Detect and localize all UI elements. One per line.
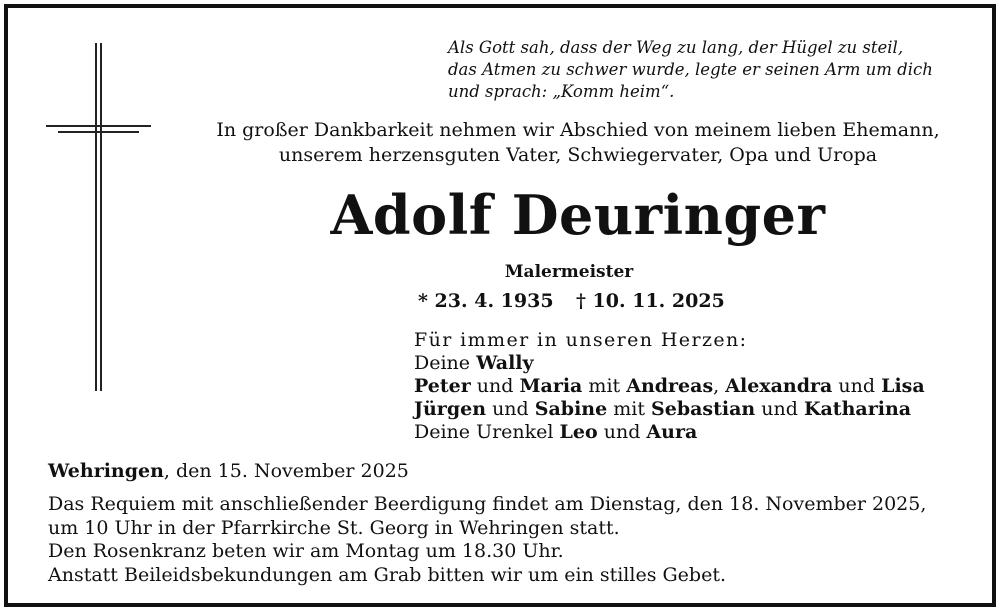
intro-text bbox=[138, 118, 1000, 168]
family-row bbox=[414, 421, 994, 444]
family-name: Jürgen bbox=[414, 398, 487, 420]
family-connector: und bbox=[476, 375, 514, 397]
cross-line bbox=[58, 131, 139, 133]
birth-date: * 23. 4. 1935 bbox=[418, 290, 554, 312]
place-date bbox=[48, 459, 409, 484]
family-name: Katharina bbox=[803, 398, 912, 420]
notice-date: , den 15. November 2025 bbox=[163, 460, 409, 482]
family-connector: , bbox=[713, 375, 720, 397]
cross-horizontal-beam bbox=[46, 125, 151, 133]
family-name: Lisa bbox=[881, 375, 925, 397]
family-row bbox=[414, 352, 994, 375]
deceased-profession: Malermeister bbox=[504, 262, 634, 282]
family-connector: und bbox=[492, 398, 529, 420]
detail-line: Anstatt Beileidsbekundungen am Grab bitten wir um ein stilles Gebet. bbox=[48, 563, 726, 586]
family-name: Wally bbox=[476, 352, 534, 374]
family-name: Alexandra bbox=[725, 375, 833, 397]
family-name: Leo bbox=[559, 421, 598, 443]
family-name: Maria bbox=[519, 375, 583, 397]
death-date: † 10. 11. 2025 bbox=[576, 290, 725, 312]
death-notice bbox=[4, 4, 996, 607]
cross-line bbox=[100, 43, 102, 391]
family-connector: und bbox=[761, 398, 798, 420]
family-prefix: Deine bbox=[414, 352, 471, 374]
intro-line: unserem herzensguten Vater, Schwiegervater, Opa und Uropa bbox=[278, 144, 878, 166]
family-lead: Für immer in unseren Herzen: bbox=[414, 329, 748, 351]
deceased-name: Adolf Deuringer bbox=[330, 183, 826, 247]
family-name: Andreas bbox=[626, 375, 714, 397]
family-connector: und bbox=[603, 421, 641, 443]
family-list bbox=[414, 329, 994, 444]
family-name: Aura bbox=[646, 421, 698, 443]
poem-line: und sprach: „Komm heim“. bbox=[448, 82, 675, 101]
cross-line bbox=[46, 125, 151, 127]
family-row bbox=[414, 398, 994, 421]
poem-line: Als Gott sah, dass der Weg zu lang, der Hügel zu steil, bbox=[448, 38, 904, 57]
service-details bbox=[48, 493, 988, 587]
detail-line: Das Requiem mit anschließender Beerdigung findet am Dienstag, den 18. November 2025, bbox=[48, 493, 927, 515]
detail-line: Den Rosenkranz beten wir am Montag um 18.30 Uhr. bbox=[48, 540, 564, 562]
cross-line bbox=[95, 43, 97, 391]
family-connector: mit bbox=[588, 375, 621, 397]
cross-vertical-beam bbox=[95, 43, 102, 391]
poem bbox=[448, 37, 988, 103]
family-connector: und bbox=[838, 375, 876, 397]
family-connector: mit bbox=[613, 398, 645, 420]
family-name: Peter bbox=[414, 375, 471, 397]
poem-line: das Atmen zu schwer wurde, legte er seinen Arm um dich bbox=[448, 60, 933, 79]
family-row bbox=[414, 375, 994, 398]
place-name: Wehringen bbox=[48, 460, 164, 482]
intro-line: In großer Dankbarkeit nehmen wir Abschied von meinem lieben Ehemann, bbox=[216, 119, 940, 141]
family-prefix: Deine Urenkel bbox=[414, 421, 554, 443]
family-name: Sabine bbox=[534, 398, 608, 420]
detail-line: um 10 Uhr in der Pfarrkirche St. Georg in Wehringen statt. bbox=[48, 516, 620, 539]
family-name: Sebastian bbox=[651, 398, 756, 420]
